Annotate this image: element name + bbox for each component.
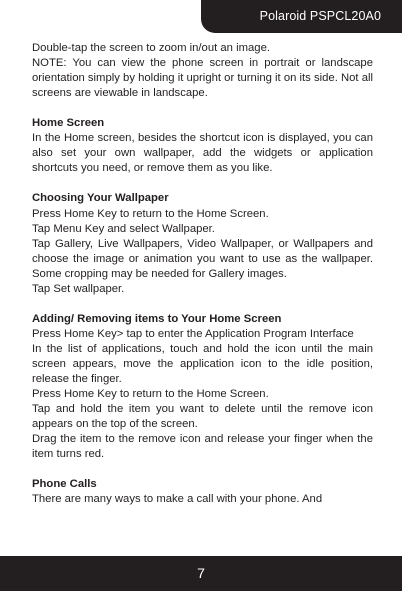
header-tab — [201, 0, 402, 33]
home-items-step: Press Home Key to return to the Home Screen. — [32, 388, 269, 401]
page-number: 7 — [197, 565, 205, 581]
home-items-step: Drag the item to the remove icon and release your finger when the item turns red. — [32, 433, 373, 461]
intro-note-text: NOTE: You can view the phone screen in portrait or landscape orientation simply by holding it upright or turning it on its side. Not all screens are viewable in landscape. — [32, 57, 373, 100]
home-items-step: Press Home Key> tap to enter the Application Program Interface — [32, 327, 354, 340]
phone-calls-heading: Phone Calls — [32, 478, 97, 491]
home-screen-heading: Home Screen — [32, 117, 105, 130]
home-items-heading: Adding/ Removing items to Your Home Screen — [32, 312, 282, 325]
header-title: Polaroid PSPCL20A0 — [259, 9, 381, 23]
home-items-step: Tap and hold the item you want to delete until the remove icon appears on the top of the screen. — [32, 403, 373, 431]
home-items-section — [32, 312, 373, 462]
wallpaper-step: Tap Menu Key and select Wallpaper. — [32, 222, 215, 235]
page-content — [32, 41, 373, 507]
phone-calls-body: There are many ways to make a call with your phone. And — [32, 493, 323, 506]
home-screen-section — [32, 116, 373, 176]
page-header — [0, 0, 402, 33]
phone-calls-section — [32, 477, 373, 507]
home-items-step: In the list of applications, touch and hold the icon until the main screen appears, move the application icon to the idle position, release the finger. — [32, 342, 373, 386]
wallpaper-step: Tap Set wallpaper. — [32, 282, 125, 295]
intro-zoom-text: Double-tap the screen to zoom in/out an image. — [32, 42, 271, 54]
wallpaper-section — [32, 191, 373, 296]
page-footer — [0, 556, 402, 591]
wallpaper-heading: Choosing Your Wallpaper — [32, 192, 169, 205]
wallpaper-step: Tap Gallery, Live Wallpapers, Video Wallpaper, or Wallpapers and choose the image or animation you want to use as the wallpaper. Some cropping may be needed for Gallery images. — [32, 237, 373, 280]
wallpaper-step: Press Home Key to return to the Home Screen. — [32, 207, 269, 220]
home-screen-body: In the Home screen, besides the shortcut icon is displayed, you can also set your own wallpaper, add the widgets or application shortcuts you need, or remove them as you like. — [32, 132, 373, 175]
